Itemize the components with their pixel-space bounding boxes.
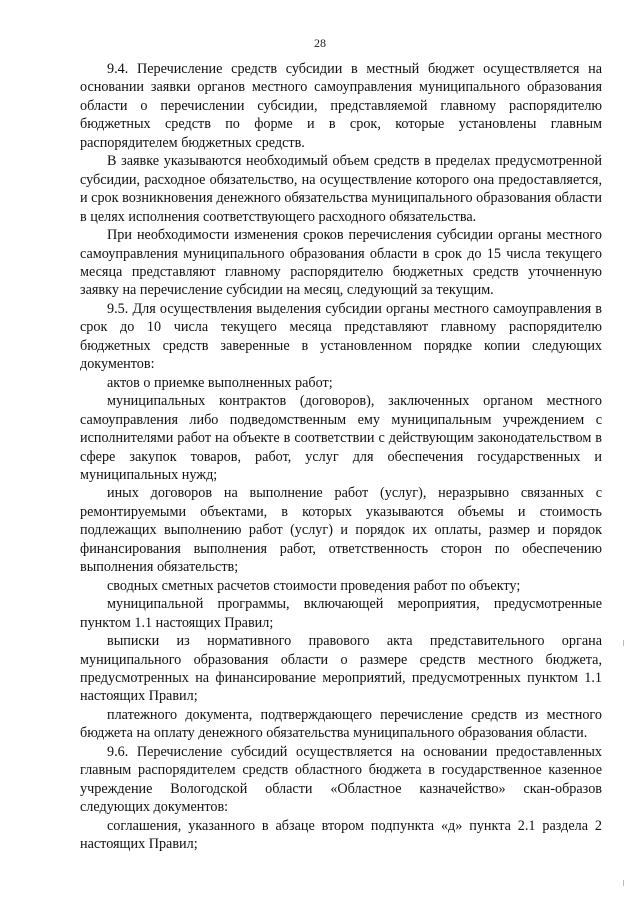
paragraph-change-deadlines: При необходимости изменения сроков перечисления субсидии органы местного самоуправления муниципального образования области в срок до 15 числа текущего месяца представляют главному распорядителю бюджетных средств уточненную заявку на перечисление субсидии на месяц, следующий за текущим. xyxy=(80,227,602,299)
list-item: актов о приемке выполненных работ; xyxy=(107,374,333,391)
paragraph-9-6: 9.6. Перечисление субсидий осуществляется на основании предоставленных главным распорядителем средств областного бюджета в государственное казенное учреждение Вологодской области «Областное казначейство» скан-образов следующих документов: xyxy=(80,743,602,816)
list-item: выписки из нормативного правового акта представительного органа муниципального образования области о размере средств местного бюджета, предусмотренных на финансирование мероприятий, предусмотренных пунктом 1.1 настоящих Правил; xyxy=(80,633,602,705)
paragraph-9-4: 9.4. Перечисление средств субсидии в местный бюджет осуществляется на основании заявки органов местного самоуправления муниципального образования области о перечислении субсидии, представляемой главному распорядителю бюджетных средств по форме и в срок, которые установлены главным распорядителем бюджетных средств. xyxy=(80,61,602,151)
page-number: 28 xyxy=(314,36,326,50)
list-item: сводных сметных расчетов стоимости проведения работ по объекту; xyxy=(107,577,521,594)
paragraph-application-content: В заявке указываются необходимый объем средств в пределах предусмотренной субсидии, расходное обязательство, на осуществление которого она предоставляется, и срок возникновения денежного обязательства муниципального образования области в целях исполнения соответствующего расходного обязательства. xyxy=(80,153,602,225)
list-item: соглашения, указанного в абзаце втором подпункта «д» пункта 2.1 раздела 2 настоящих Правил; xyxy=(80,817,602,853)
list-item: иных договоров на выполнение работ (услуг), неразрывно связанных с ремонтируемыми объектами, в которых указываются объемы и стоимость подлежащих выполнению работ (услуг) и порядок их оплаты, размер и порядок финансирования выполнения работ, ответственность сторон по обеспечению выполнения обязательств; xyxy=(80,485,602,576)
list-item: муниципальных контрактов (договоров), заключенных органом местного самоуправления либо подведомственным ему муниципальным учреждением с исполнителями работ на объекте в соответствии с действующим законодательством в сфере закупок товаров, работ, услуг для обеспечения государственных и муниципальных нужд; xyxy=(80,393,602,483)
list-item: муниципальной программы, включающей мероприятия, предусмотренные пунктом 1.1 настоящих Правил; xyxy=(80,596,602,631)
scan-mark xyxy=(623,640,624,646)
list-item: платежного документа, подтверждающего перечисление средств из местного бюджета на оплату денежного обязательства муниципального образования области. xyxy=(80,706,602,742)
scan-mark xyxy=(623,880,624,886)
document-body xyxy=(80,60,602,853)
paragraph-9-5: 9.5. Для осуществления выделения субсидии органы местного самоуправления в срок до 10 числа текущего месяца представляют главному распорядителю бюджетных средств заверенные в установленном порядке копии следующих документов: xyxy=(80,300,602,373)
